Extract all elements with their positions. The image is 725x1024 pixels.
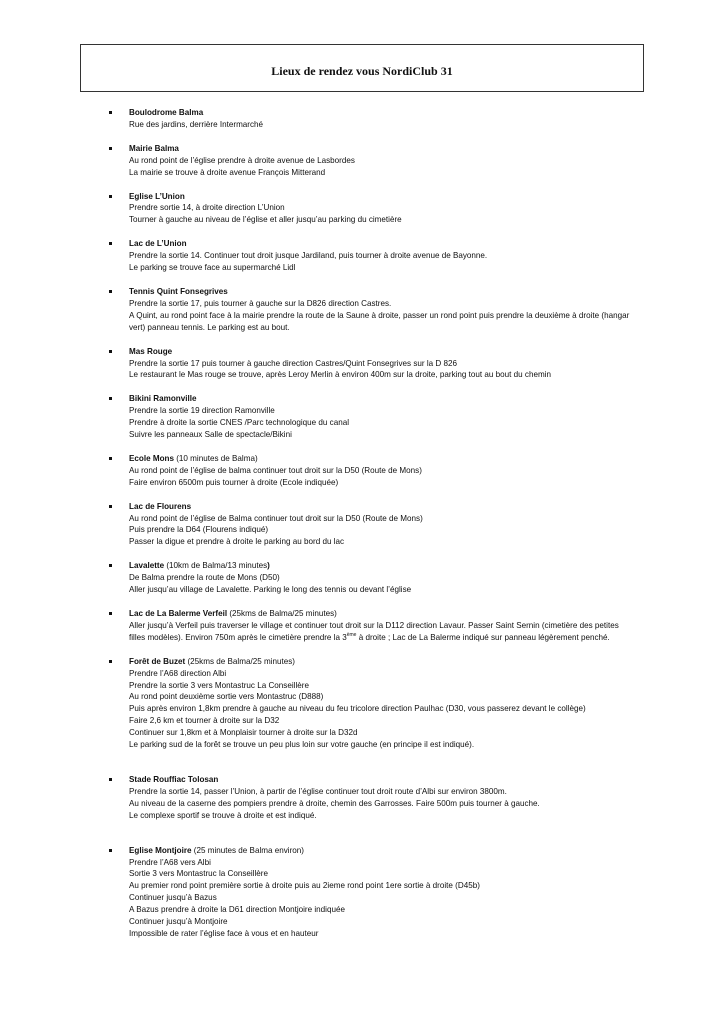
bullet-icon xyxy=(109,778,112,781)
list-item xyxy=(129,238,631,274)
bullet-icon xyxy=(109,242,112,245)
bullet-icon xyxy=(109,505,112,508)
direction-line: Suivre les panneaux Salle de spectacle/Bikini xyxy=(129,430,292,440)
direction-line: Au premier rond point première sortie à droite puis au 2ieme rond point 1ere sortie à droite (D45b) xyxy=(129,881,480,891)
direction-line: La mairie se trouve à droite avenue François Mitterand xyxy=(129,167,326,177)
direction-line: Sortie 3 vers Montastruc la Conseillère xyxy=(129,869,269,879)
direction-line: Au rond point de l’église de Balma continuer tout droit sur la D50 (Route de Mons) xyxy=(129,513,423,523)
location-name: Bikini Ramonville xyxy=(129,394,197,404)
list-item xyxy=(129,656,631,751)
location-name: Eglise L’Union xyxy=(129,191,185,201)
bullet-icon xyxy=(109,564,112,567)
location-note: (10 minutes de Balma) xyxy=(173,453,258,463)
direction-line: Le parking sud de la forêt se trouve un peu plus loin sur votre gauche (en principe il est indiqué). xyxy=(129,740,475,750)
direction-line: Puis après environ 1,8km prendre à gauche au niveau du feu tricolore direction Paulhac (D30, vous passerez devant le collège) xyxy=(129,704,586,714)
location-note: (10km de Balma/13 minutes xyxy=(164,561,268,571)
location-name: Forêt de Buzet xyxy=(129,656,186,666)
list-item xyxy=(129,143,631,179)
direction-line: Prendre la sortie 14. Continuer tout droit jusque Jardiland, puis tourner à droite avenue de Bayonne. xyxy=(129,251,488,261)
direction-line: Prendre à droite la sortie CNES /Parc technologique du canal xyxy=(129,418,350,428)
location-note: (25kms de Balma/25 minutes) xyxy=(185,656,295,666)
list-item xyxy=(129,191,631,227)
direction-line: Prendre sortie 14, à droite direction L’Union xyxy=(129,203,285,213)
bullet-icon xyxy=(109,397,112,400)
list-item xyxy=(129,286,631,334)
direction-line: Impossible de rater l’église face à vous et en hauteur xyxy=(129,928,319,938)
location-name: Mas Rouge xyxy=(129,346,173,356)
bullet-icon xyxy=(109,660,112,663)
direction-line: Aller jusqu’au village de Lavalette. Parking le long des tennis ou devant l’église xyxy=(129,585,412,595)
direction-line: Prendre la sortie 19 direction Ramonville xyxy=(129,406,275,416)
location-name: Eglise Montjoire xyxy=(129,845,192,855)
list-item xyxy=(129,774,631,822)
bullet-icon xyxy=(109,290,112,293)
list-item xyxy=(129,501,631,549)
direction-line: Continuer sur 1,8km et à Monplaisir tourner à droite sur la D32d xyxy=(129,728,358,738)
direction-line: Continuer jusqu’à Bazus xyxy=(129,893,217,903)
location-name: Stade Rouffiac Tolosan xyxy=(129,774,219,784)
list-item xyxy=(129,453,631,489)
direction-line: Au niveau de la caserne des pompiers prendre à droite, chemin des Garrosses. Faire 500m puis tourner à gauche. xyxy=(129,798,540,808)
direction-line: Au rond point deuxième sortie vers Montastruc (D888) xyxy=(129,692,324,702)
direction-line: A Bazus prendre à droite la D61 direction Montjoire indiquée xyxy=(129,905,345,915)
location-name: Tennis Quint Fonsegrives xyxy=(129,286,228,296)
direction-line: Prendre l’A68 direction Albi xyxy=(129,668,227,678)
direction-paragraph xyxy=(129,620,631,644)
direction-line: Au rond point de l’église de balma continuer tout droit sur la D50 (Route de Mons) xyxy=(129,465,422,475)
direction-line: Prendre l’A68 vers Albi xyxy=(129,857,211,867)
direction-line: Au rond point de l’église prendre à droite avenue de Lasbordes xyxy=(129,155,355,165)
page-title: Lieux de rendez vous NordiClub 31 xyxy=(271,63,453,78)
bullet-icon xyxy=(109,195,112,198)
location-list xyxy=(0,107,725,940)
list-item xyxy=(129,393,631,441)
location-note: (25 minutes de Balma environ) xyxy=(191,845,304,855)
location-name: Lac de Flourens xyxy=(129,501,192,511)
location-name: Lavalette xyxy=(129,561,165,571)
location-note-tail: ) xyxy=(267,561,270,571)
bullet-icon xyxy=(109,350,112,353)
location-name: Mairie Balma xyxy=(129,143,179,153)
location-name: Lac de L’Union xyxy=(129,239,187,249)
direction-line: A Quint, au rond point face à la mairie prendre la route de la Saune à droite, passer un rond point puis prendre la deuxième à droite (hangar vert) panneau tennis. Le parking est au bout. xyxy=(129,310,630,332)
direction-line: Le restaurant le Mas rouge se trouve, après Leroy Merlin à environ 400m sur la droite, parking tout au bout du chemin xyxy=(129,370,552,380)
direction-line: Prendre la sortie 17, puis tourner à gauche sur la D826 direction Castres. xyxy=(129,298,392,308)
direction-line: Le complexe sportif se trouve à droite et est indiqué. xyxy=(129,810,317,820)
location-note: (25kms de Balma/25 minutes) xyxy=(227,609,337,618)
direction-line: Le parking se trouve face au supermarché Lidl xyxy=(129,263,296,273)
direction-line: Prendre la sortie 3 vers Montastruc La Conseillère xyxy=(129,680,309,690)
direction-line: De Balma prendre la route de Mons (D50) xyxy=(129,573,280,583)
direction-text: Aller jusqu’à Verfeil puis traverser le village et continuer tout droit sur la D112 direction Lavaur. Passer Saint Sernin (cimetière des petites filles modèles). Environ 750m après le cimetière prendre la 3 xyxy=(129,620,619,642)
list-item xyxy=(129,560,631,596)
bullet-icon xyxy=(109,849,112,852)
location-name: Boulodrome Balma xyxy=(129,108,204,117)
bullet-icon xyxy=(109,111,112,114)
direction-line: Rue des jardins, derrière Intermarché xyxy=(129,119,264,129)
direction-line: Prendre la sortie 14, passer l’Union, à partir de l’église continuer tout droit route d’Albi sur environ 3800m. xyxy=(129,786,507,796)
list-item xyxy=(129,608,631,644)
bullet-icon xyxy=(109,457,112,460)
direction-line: Prendre la sortie 17 puis tourner à gauche direction Castres/Quint Fonsegrives sur la D 826 xyxy=(129,358,457,368)
direction-line: Tourner à gauche au niveau de l’église et aller jusqu’au parking du cimetière xyxy=(129,215,402,225)
bullet-icon xyxy=(109,147,112,150)
direction-line: Passer la digue et prendre à droite le parking au bord du lac xyxy=(129,537,345,547)
list-item xyxy=(129,107,631,131)
direction-line: Puis prendre la D64 (Flourens indiqué) xyxy=(129,525,269,535)
ordinal-suffix: ème xyxy=(346,631,357,638)
direction-text: à droite ; Lac de La Balerme indiqué sur panneau légèrement penché. xyxy=(356,632,610,642)
list-item xyxy=(129,346,631,382)
direction-line: Continuer jusqu’à Montjoire xyxy=(129,917,228,927)
direction-line: Faire 2,6 km et tourner à droite sur la D32 xyxy=(129,716,280,726)
list-item xyxy=(129,845,631,940)
title-box xyxy=(80,44,644,92)
direction-line: Faire environ 6500m puis tourner à droite (Ecole indiquée) xyxy=(129,477,339,487)
bullet-icon xyxy=(109,612,112,615)
location-name: Lac de La Balerme Verfeil xyxy=(129,609,228,618)
location-name: Ecole Mons xyxy=(129,453,174,463)
